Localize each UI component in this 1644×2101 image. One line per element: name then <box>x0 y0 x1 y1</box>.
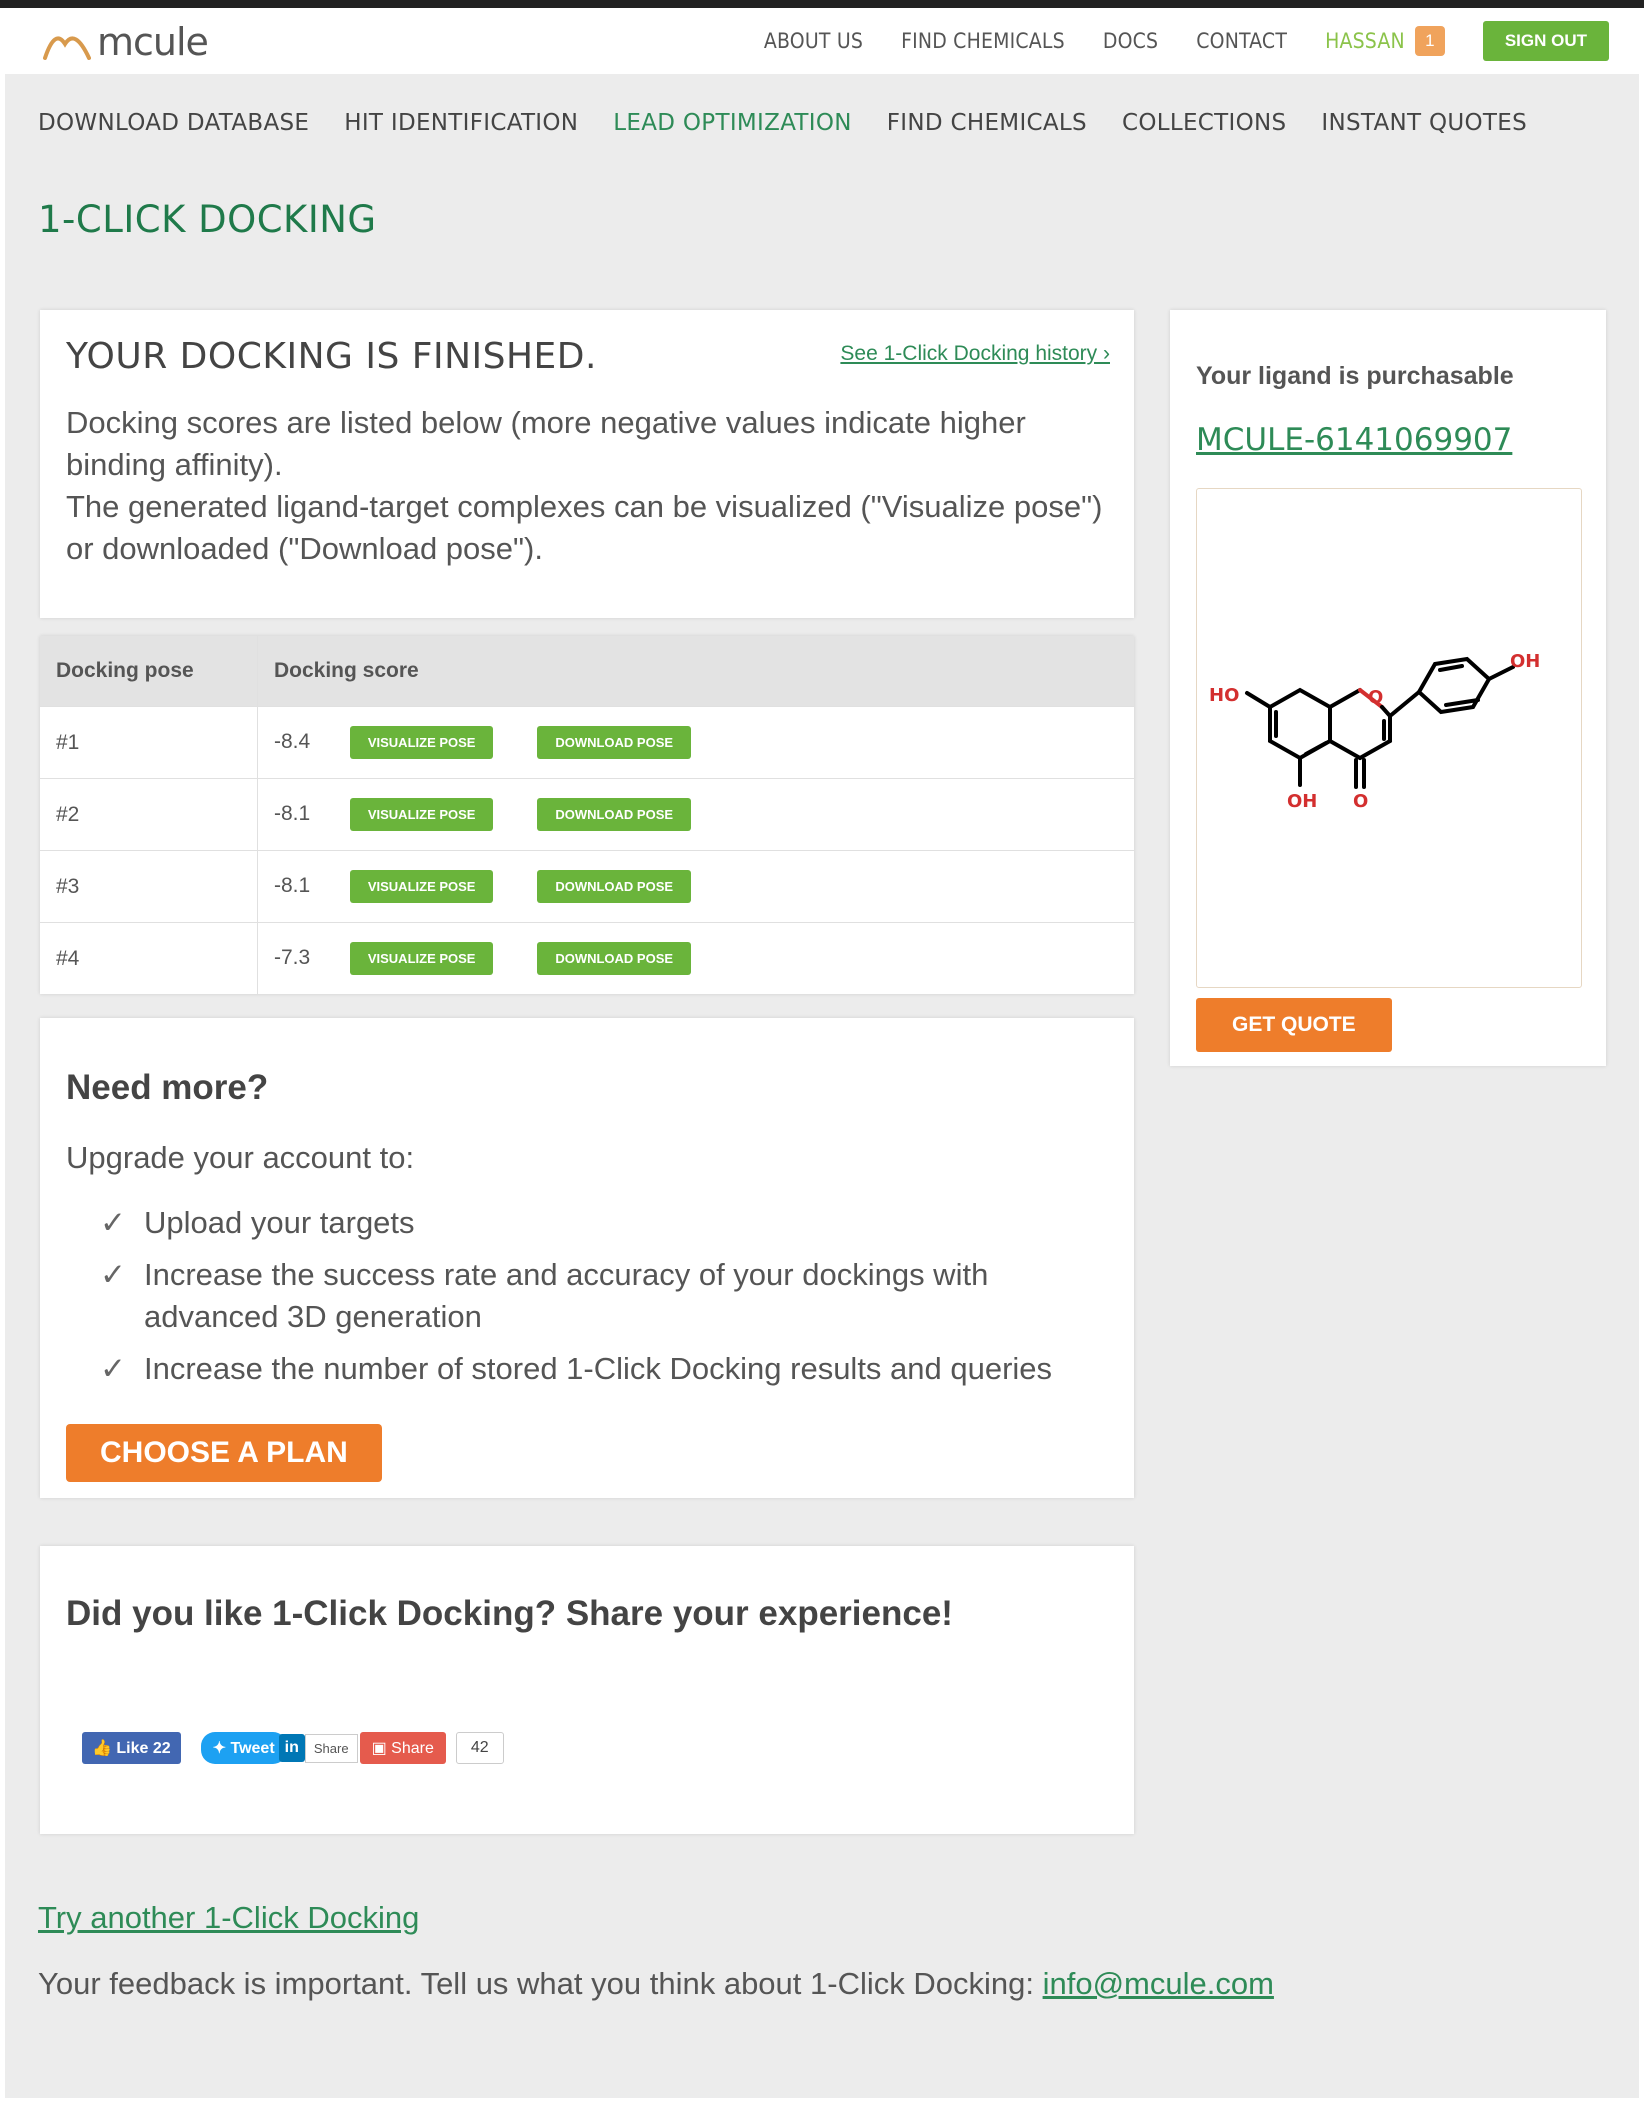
main-nav <box>38 110 1562 136</box>
logo-text: mcule <box>97 20 208 64</box>
share-card <box>40 1546 1134 1834</box>
try-another-docking-link[interactable]: Try another 1-Click Docking <box>38 1900 420 1935</box>
feedback-email-link[interactable]: info@mcule.com <box>1042 1966 1274 2001</box>
docking-score: -8.4 <box>274 730 311 754</box>
share-plus-icon: ▣ <box>371 1740 387 1757</box>
facebook-like-label: Like 22 <box>116 1740 171 1757</box>
top-nav-docs[interactable]: DOCS <box>1102 29 1159 53</box>
atom-label-carbonyl-o: O <box>1353 791 1369 812</box>
nav-download-database[interactable]: DOWNLOAD DATABASE <box>38 110 310 136</box>
site-header <box>5 8 1639 74</box>
checkmark-icon: ✓ <box>100 1257 126 1292</box>
download-pose-button[interactable]: DOWNLOAD POSE <box>537 798 691 831</box>
share-label: Share <box>391 1740 434 1757</box>
docking-score: -7.3 <box>274 946 311 970</box>
logo-icon <box>43 24 91 60</box>
pose-number: #1 <box>40 707 258 779</box>
result-title: YOUR DOCKING IS FINISHED. <box>66 336 597 377</box>
list-item <box>100 1348 1110 1390</box>
table-header-row <box>40 636 1134 707</box>
share-title: Did you like 1-Click Docking? Share your experience! <box>66 1594 953 1633</box>
nav-find-chemicals[interactable]: FIND CHEMICALS <box>886 110 1087 136</box>
score-cell <box>258 923 1135 995</box>
share-button[interactable] <box>360 1732 446 1764</box>
tweet-label: Tweet <box>230 1740 275 1757</box>
upgrade-card <box>40 1018 1134 1498</box>
atom-label-oh-bottom: OH <box>1287 791 1318 812</box>
docking-result-card <box>40 310 1134 618</box>
upgrade-benefits-list <box>100 1202 1110 1400</box>
upgrade-title: Need more? <box>66 1068 269 1107</box>
pose-number: #4 <box>40 923 258 995</box>
list-item <box>100 1254 1110 1338</box>
ligand-purchasable-title: Your ligand is purchasable <box>1196 362 1514 390</box>
column-header-score: Docking score <box>258 636 1135 707</box>
docking-score: -8.1 <box>274 874 311 898</box>
nav-lead-optimization[interactable]: LEAD OPTIMIZATION <box>613 110 852 136</box>
table-row <box>40 923 1134 995</box>
benefit-text: Increase the number of stored 1-Click Docking results and queries <box>144 1351 1053 1386</box>
docking-results-table <box>40 636 1134 994</box>
visualize-pose-button[interactable]: VISUALIZE POSE <box>350 798 494 831</box>
logo[interactable] <box>43 20 208 64</box>
top-nav <box>764 8 1639 74</box>
download-pose-button[interactable]: DOWNLOAD POSE <box>537 870 691 903</box>
visualize-pose-button[interactable]: VISUALIZE POSE <box>350 726 494 759</box>
molecule-structure <box>1196 488 1582 988</box>
top-nav-about-us[interactable]: ABOUT US <box>763 29 864 53</box>
atom-label-ring-o: O <box>1368 687 1384 708</box>
table-row <box>40 779 1134 851</box>
checkmark-icon: ✓ <box>100 1351 126 1386</box>
nav-collections[interactable]: COLLECTIONS <box>1121 110 1287 136</box>
nav-instant-quotes[interactable]: INSTANT QUOTES <box>1321 110 1527 136</box>
pose-number: #3 <box>40 851 258 923</box>
choose-plan-button[interactable]: CHOOSE A PLAN <box>66 1424 382 1482</box>
pose-number: #2 <box>40 779 258 851</box>
feedback-message: Your feedback is important. Tell us what you think about 1-Click Docking: <box>38 1966 1043 2001</box>
share-count: 42 <box>456 1732 504 1764</box>
linkedin-share-button[interactable]: Share <box>305 1734 358 1763</box>
feedback-text <box>38 1966 1274 2002</box>
twitter-bird-icon: ✦ <box>212 1740 227 1757</box>
compound-id-link[interactable]: MCULE-6141069907 <box>1196 422 1513 458</box>
social-share-row <box>82 1732 504 1764</box>
molecule-drawing <box>1197 489 1581 987</box>
download-pose-button[interactable]: DOWNLOAD POSE <box>537 942 691 975</box>
visualize-pose-button[interactable]: VISUALIZE POSE <box>350 870 494 903</box>
sign-out-button[interactable]: SIGN OUT <box>1483 21 1609 61</box>
download-pose-button[interactable]: DOWNLOAD POSE <box>537 726 691 759</box>
page-title: 1-CLICK DOCKING <box>38 198 377 241</box>
result-description-2: The generated ligand-target complexes can be visualized ("Visualize pose") or downloaded ("Download pose"). <box>66 489 1103 566</box>
table-row <box>40 851 1134 923</box>
linkedin-icon[interactable]: in <box>279 1734 305 1762</box>
atom-label-ho: HO <box>1209 685 1240 706</box>
thumbs-up-icon: 👍 <box>92 1740 112 1757</box>
ligand-sidebar-card <box>1170 310 1606 1066</box>
top-nav-find-chemicals[interactable]: FIND CHEMICALS <box>901 29 1065 53</box>
get-quote-button[interactable]: GET QUOTE <box>1196 998 1392 1052</box>
result-description-1: Docking scores are listed below (more negative values indicate higher binding affinity). <box>66 405 1026 482</box>
score-cell <box>258 707 1135 779</box>
atom-label-oh-top: OH <box>1510 651 1541 672</box>
upgrade-subtitle: Upgrade your account to: <box>66 1140 415 1175</box>
checkmark-icon: ✓ <box>100 1205 126 1240</box>
score-cell <box>258 851 1135 923</box>
nav-hit-identification[interactable]: HIT IDENTIFICATION <box>344 110 579 136</box>
top-border <box>0 0 1644 8</box>
table-row <box>40 707 1134 779</box>
docking-history-link[interactable]: See 1-Click Docking history › <box>840 342 1110 365</box>
facebook-like-button[interactable] <box>82 1732 181 1764</box>
list-item <box>100 1202 1110 1244</box>
benefit-text: Upload your targets <box>144 1205 415 1240</box>
tweet-button[interactable] <box>201 1732 287 1764</box>
score-cell <box>258 779 1135 851</box>
visualize-pose-button[interactable]: VISUALIZE POSE <box>350 942 494 975</box>
user-menu[interactable]: HASSAN <box>1325 29 1405 53</box>
benefit-text: Increase the success rate and accuracy of your dockings with advanced 3D generation <box>144 1257 989 1334</box>
result-description <box>66 402 1116 570</box>
docking-score: -8.1 <box>274 802 311 826</box>
column-header-pose: Docking pose <box>40 636 258 707</box>
notification-badge[interactable]: 1 <box>1415 26 1445 56</box>
top-nav-contact[interactable]: CONTACT <box>1196 29 1288 53</box>
